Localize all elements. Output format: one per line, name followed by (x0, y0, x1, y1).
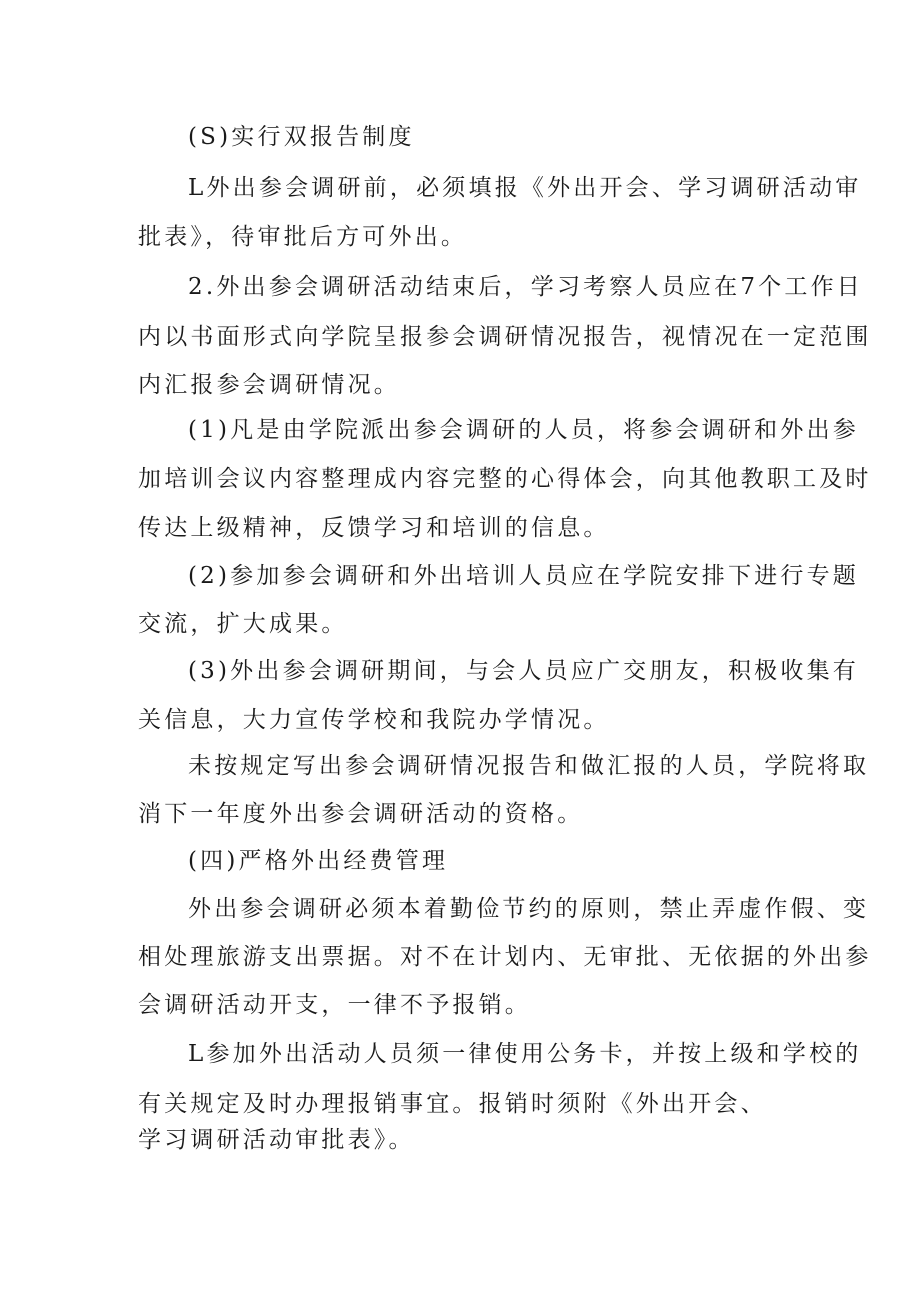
paragraph-line: (3)外出参会调研期间，与会人员应广交朋友，积极收集有 (188, 658, 859, 684)
paragraph-line: 未按规定写出参会调研情况报告和做汇报的人员，学院将取 (188, 753, 870, 779)
paragraph-line: 交流，扩大成果。 (138, 611, 348, 637)
section-heading: (四)严格外出经费管理 (188, 848, 449, 874)
paragraph-line: 2.外出参会调研活动结束后，学习考察人员应在7个工作日 (188, 274, 863, 300)
paragraph-line: 学习调研活动审批表》。 (138, 1127, 415, 1153)
paragraph-line: 有关规定及时办理报销事宜。报销时须附《外出开会、 (138, 1091, 767, 1117)
paragraph-line: (1)凡是由学院派出参会调研的人员，将参会调研和外出参 (188, 417, 859, 443)
paragraph-line: L参加外出活动人员须一律使用公务卡，并按上级和学校的 (188, 1041, 862, 1067)
paragraph-line: (2)参加参会调研和外出培训人员应在学院安排下进行专题 (188, 563, 859, 589)
paragraph-line: 相处理旅游支出票据。对不在计划内、无审批、无依据的外出参 (138, 944, 872, 970)
paragraph-line: 消下一年度外出参会调研活动的资格。 (138, 801, 584, 827)
paragraph-line: 内汇报参会调研情况。 (138, 372, 400, 398)
paragraph-line: 加培训会议内容整理成内容完整的心得体会，向其他教职工及时 (138, 466, 872, 492)
section-heading: (S)实行双报告制度 (188, 124, 415, 150)
paragraph-line: 外出参会调研必须本着勤俭节约的原则，禁止弄虚作假、变 (188, 896, 870, 922)
paragraph-line: 关信息，大力宣传学校和我院办学情况。 (138, 707, 610, 733)
paragraph-line: 传达上级精神，反馈学习和培训的信息。 (138, 515, 610, 541)
paragraph-line: 内以书面形式向学院呈报参会调研情况报告，视情况在一定范围 (138, 324, 872, 350)
paragraph-line: L外出参会调研前，必须填报《外出开会、学习调研活动审 (188, 175, 862, 201)
paragraph-line: 批表》，待审批后方可外出。 (138, 224, 468, 250)
paragraph-line: 会调研活动开支，一律不予报销。 (138, 992, 531, 1018)
